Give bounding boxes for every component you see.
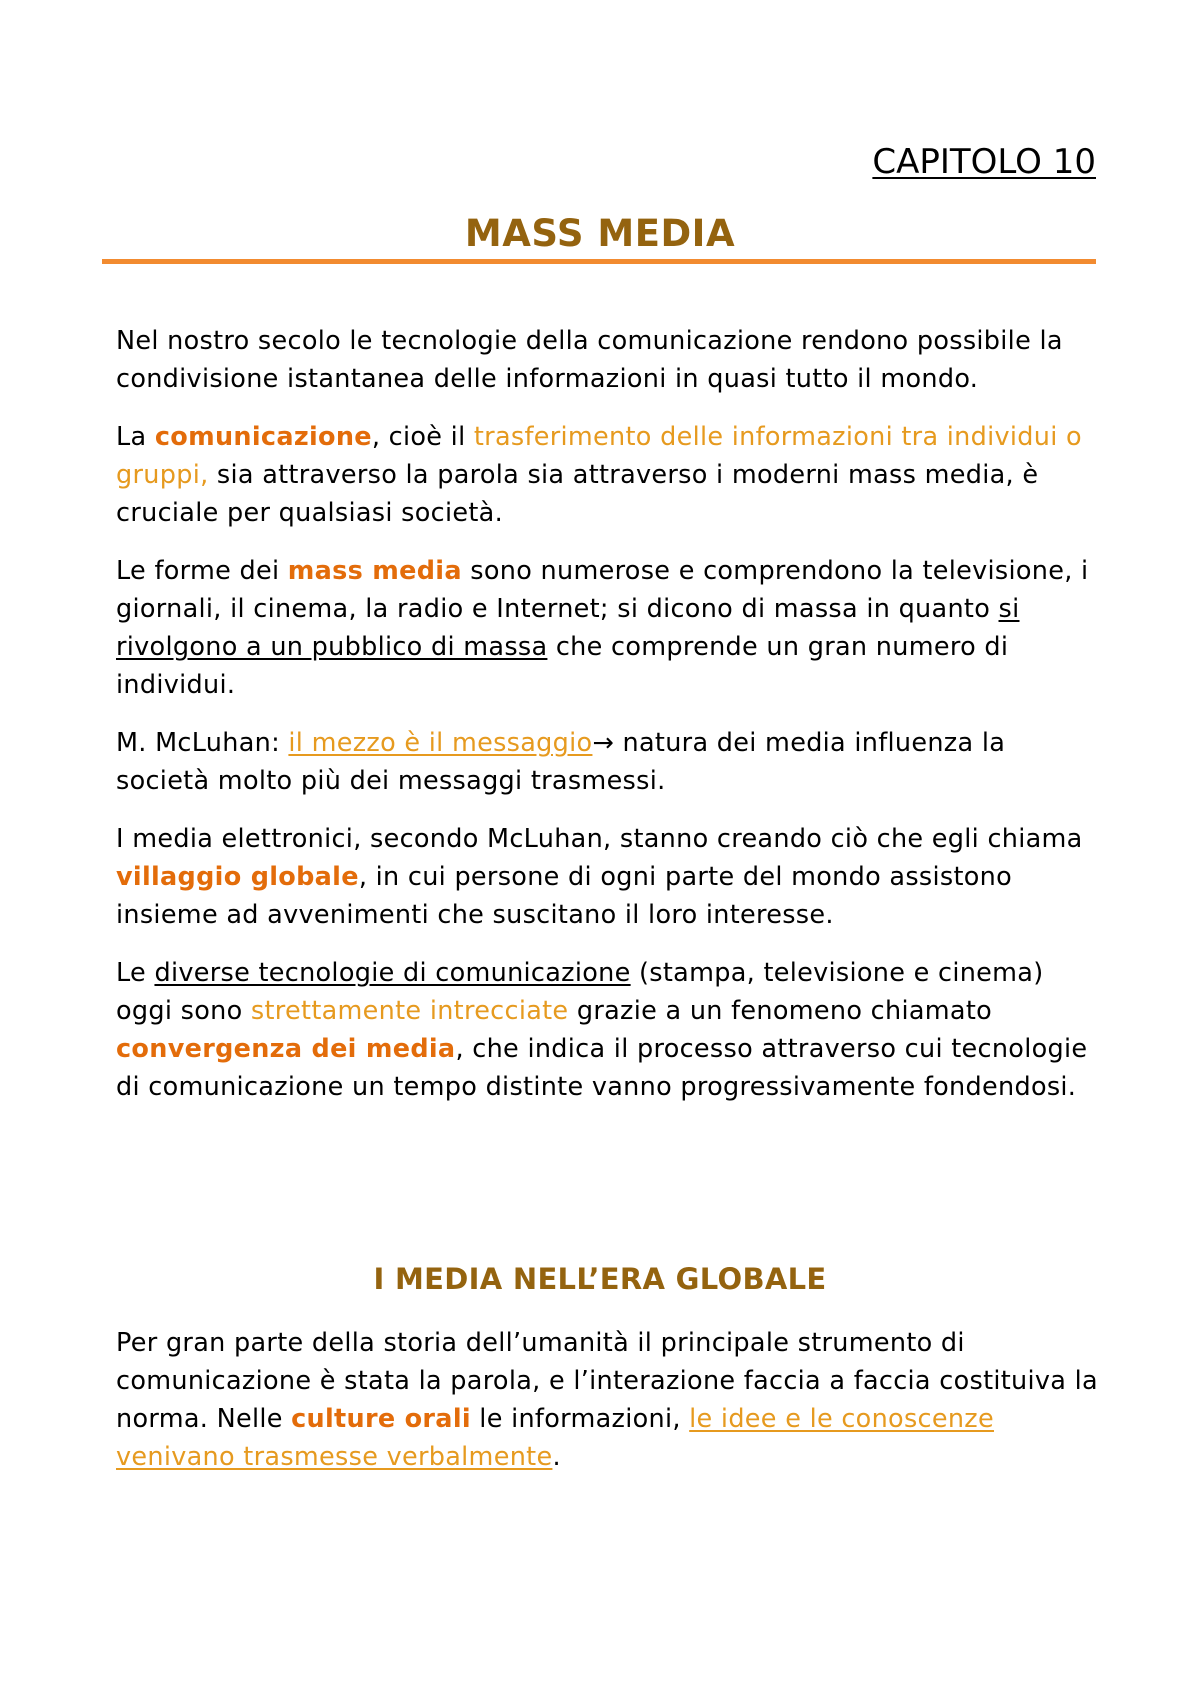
- paragraph-4: [116, 724, 1106, 800]
- paragraph-6: [116, 954, 1106, 1106]
- p4-text-a: M. McLuhan:: [116, 728, 289, 758]
- p5-text-a: I media elettronici, secondo McLuhan, stanno creando ciò che egli chiama: [116, 824, 1083, 854]
- p3-text-b: sono numerose e comprendono la televisione, i giornali, il cinema, la radio e Internet; si dicono di massa in quanto: [116, 556, 1089, 624]
- p2-text-b: , cioè il: [371, 422, 474, 452]
- p2-text-c: sia attraverso la parola sia attraverso i moderni mass media, è cruciale per qualsiasi società.: [116, 460, 1039, 528]
- title-divider: [102, 259, 1096, 264]
- paragraph-5: [116, 820, 1106, 934]
- keyword-culture-orali: culture orali: [291, 1404, 471, 1434]
- p7-text-a: Per gran parte della storia dell’umanità il principale strumento di comunicazione è stata la parola, e l’interazione faccia a faccia costituiva la norma. Nelle: [116, 1328, 1098, 1434]
- main-body: [116, 322, 1106, 1126]
- paragraph-1: [116, 322, 1106, 398]
- keyword-convergenza-dei-media: convergenza dei media: [116, 1034, 456, 1064]
- p7-text-c: .: [552, 1442, 561, 1472]
- keyword-villaggio-globale: villaggio globale: [116, 862, 359, 892]
- p7-text-b: le informazioni,: [470, 1404, 690, 1434]
- keyword-comunicazione: comunicazione: [154, 422, 372, 452]
- section-2-body: [116, 1324, 1106, 1476]
- p2-text-a: La: [116, 422, 155, 452]
- underline-idee-conoscenze: le idee e le conoscenze venivano trasmesse verbalmente: [116, 1404, 994, 1472]
- page-title: MASS MEDIA: [464, 212, 736, 255]
- highlight-strettamente-intrecciate: strettamente intrecciate: [250, 996, 569, 1026]
- paragraph-2: [116, 418, 1106, 532]
- underline-pubblico-di-massa: si rivolgono a un pubblico di massa: [116, 594, 1020, 662]
- p6-text-a: Le: [116, 958, 155, 988]
- chapter-label: CAPITOLO 10: [872, 142, 1096, 182]
- paragraph-1-text: Nel nostro secolo le tecnologie della comunicazione rendono possibile la condivisione istantanea delle informazioni in quasi tutto il mondo.: [116, 326, 1063, 394]
- section-title-media-era-globale: I MEDIA NELL’ERA GLOBALE: [373, 1262, 827, 1296]
- paragraph-7: [116, 1324, 1106, 1476]
- paragraph-3: [116, 552, 1106, 704]
- underline-mezzo-messaggio: il mezzo è il messaggio: [288, 728, 593, 758]
- keyword-mass-media: mass media: [287, 556, 462, 586]
- p6-text-b: (stampa, televisione e cinema) oggi sono: [116, 958, 1044, 1026]
- p3-text-c: che comprende un gran numero di individui.: [116, 632, 1009, 700]
- p3-text-a: Le forme dei: [116, 556, 288, 586]
- p4-text-b: natura dei media influenza la società molto più dei messaggi trasmessi.: [116, 728, 1006, 796]
- p6-text-d: , che indica il processo attraverso cui tecnologie di comunicazione un tempo distinte vanno progressivamente fondendosi.: [116, 1034, 1088, 1102]
- arrow-right-icon: →: [592, 728, 615, 758]
- p6-text-c: grazie a un fenomeno chiamato: [568, 996, 993, 1026]
- highlight-trasferimento: trasferimento delle informazioni tra individui o gruppi,: [116, 422, 1082, 490]
- underline-diverse-tecnologie: diverse tecnologie di comunicazione: [154, 958, 631, 988]
- p5-text-b: , in cui persone di ogni parte del mondo assistono insieme ad avvenimenti che suscitano il loro interesse.: [116, 862, 1013, 930]
